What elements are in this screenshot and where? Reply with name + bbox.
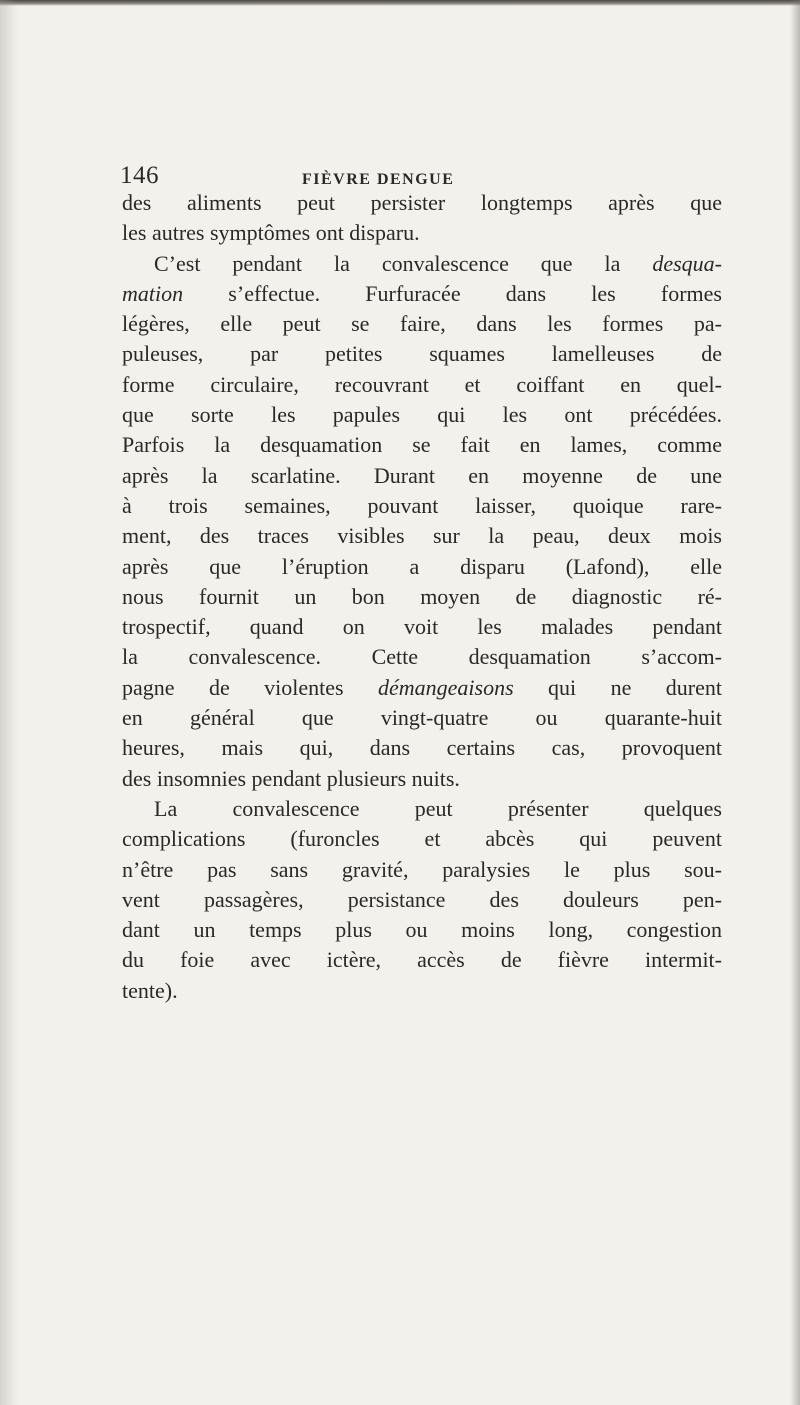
text-line: n’être pas sans gravité, paralysies le plus sou- — [122, 856, 722, 882]
italic-term: mation — [122, 280, 184, 306]
text-line: mation s’effectue. Furfuracée dans les formes — [122, 280, 722, 306]
text-line: ment, des traces visibles sur la peau, deux mois — [122, 523, 722, 549]
page-gutter-shadow — [0, 0, 18, 1405]
text-line: vent passagères, persistance des douleurs pen- — [122, 886, 722, 912]
text-line: nous fournit un bon moyen de diagnostic ré- — [122, 583, 722, 609]
text-line: dant un temps plus ou moins long, congestion — [122, 917, 722, 943]
text-line: les autres symptômes ont disparu. — [122, 220, 420, 246]
italic-term: desqua- — [652, 250, 722, 276]
text-line: forme circulaire, recouvrant et coiffant en quel- — [122, 371, 722, 397]
page-right-edge — [790, 0, 800, 1405]
text-line: trospectif, quand on voit les malades pendant — [122, 614, 722, 640]
text-line: puleuses, par petites squames lamelleuses de — [122, 341, 722, 367]
text-line: légères, elle peut se faire, dans les formes pa- — [122, 311, 722, 337]
text-line: tente). — [122, 977, 178, 1003]
page-number: 146 — [120, 162, 159, 189]
text-line: pagne de violentes démangeaisons qui ne durent — [122, 674, 722, 700]
italic-term: démangeaisons — [377, 674, 514, 700]
text-line: la convalescence. Cette desquamation s’accom- — [122, 644, 722, 670]
text-line: heures, mais qui, dans certains cas, provoquent — [122, 735, 722, 761]
page-top-edge — [0, 0, 800, 6]
text-line: après que l’éruption a disparu (Lafond), elle — [122, 553, 722, 579]
body-text — [122, 188, 722, 1006]
text-line: du foie avec ictère, accès de fièvre intermit- — [122, 947, 722, 973]
text-line: que sorte les papules qui les ont précédées. — [122, 402, 722, 428]
paragraph-start-line: La convalescence peut présenter quelques — [154, 795, 722, 821]
text-line: des aliments peut persister longtemps après que — [122, 190, 722, 215]
text-line: en général que vingt-quatre ou quarante-huit — [122, 705, 722, 731]
text-line: Parfois la desquamation se fait en lames, comme — [122, 432, 722, 458]
text-line: des insomnies pendant plusieurs nuits. — [122, 765, 460, 791]
running-title: FIÈVRE DENGUE — [302, 171, 455, 188]
text-line: à trois semaines, pouvant laisser, quoique rare- — [122, 492, 722, 518]
text-line: complications (furoncles et abcès qui peuvent — [122, 826, 722, 852]
text-line: après la scarlatine. Durant en moyenne de une — [122, 462, 722, 488]
paragraph-start-line: C’est pendant la convalescence que la desqua- — [154, 250, 722, 276]
